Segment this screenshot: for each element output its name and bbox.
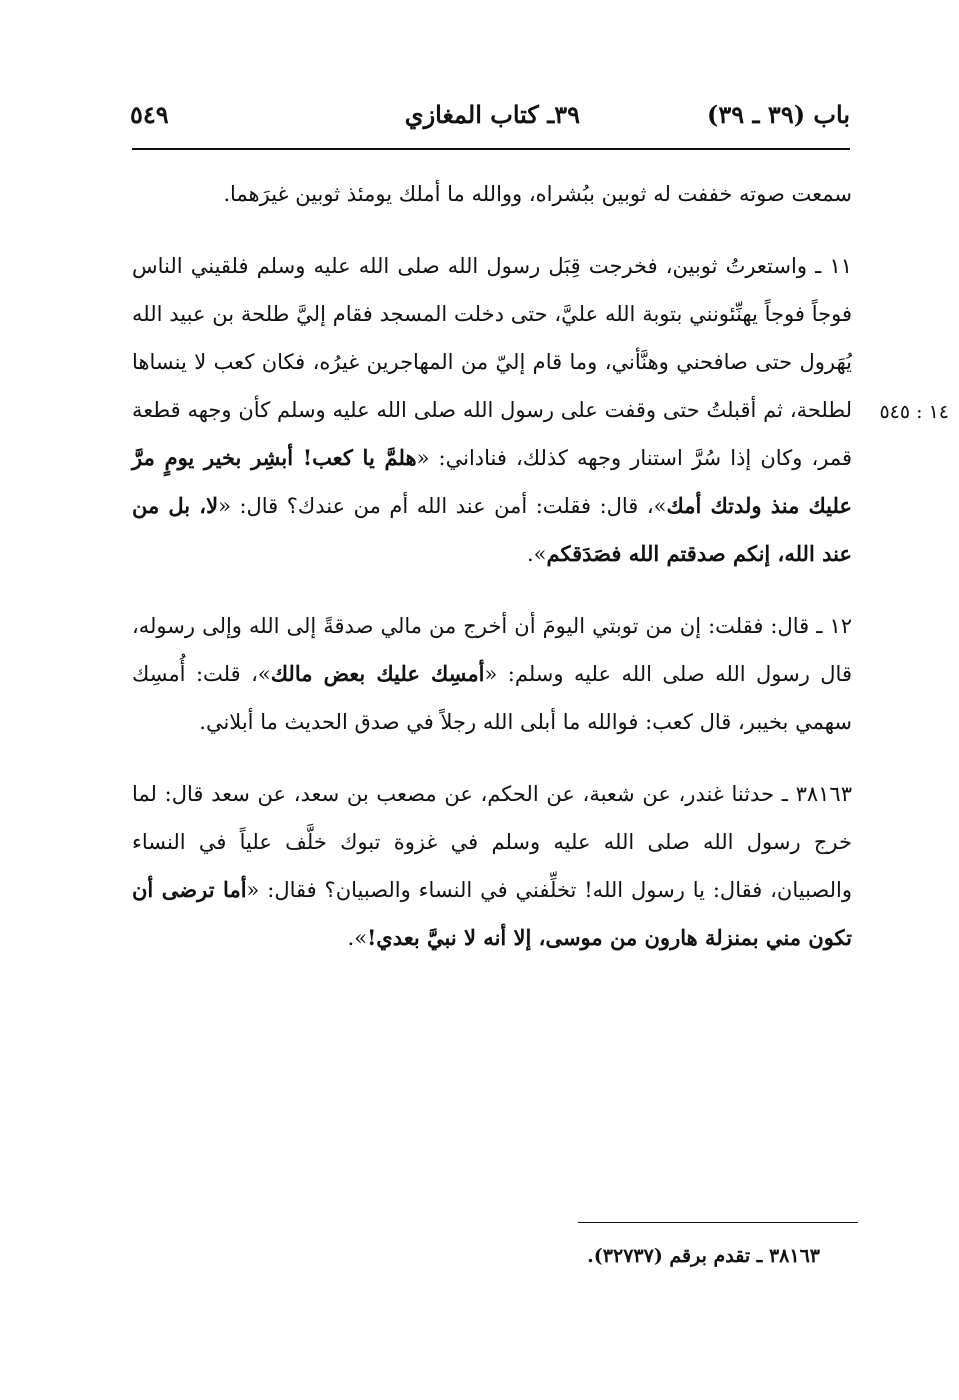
hadith-quote: أما ترضى أن تكون مني بمنزلة هارون من موسى، إلا أنه لا نبيَّ بعدي! — [132, 877, 852, 950]
footnote-divider — [578, 1222, 858, 1223]
paragraph-text: سمعت صوته خففت له ثوبين ببُشراه، ووالله ما أملك يومئذ ثوبين غيرَهما. — [223, 182, 852, 206]
paragraph-text: ». — [527, 542, 547, 566]
chapter-heading: باب (٣٩ ـ ٣٩) — [707, 100, 850, 129]
paragraph-text: ٣٨١٦٣ ـ حدثنا غندر، عن شعبة، عن الحكم، عن مصعب بن سعد، عن سعد قال: لما خرج رسول الله صلى الله عليه وسلم في غزوة تبوك خلَّف علياً في النساء والصبيان، فقال: يا رسول الله! تخلِّفني في النساء والصبيان؟ فقال: « — [132, 782, 852, 902]
hadith-quote: لا، بل من عند الله، إنكم صدقتم الله فصَدَقكم — [132, 493, 852, 566]
main-text — [132, 170, 852, 962]
hadith-quote: هلمَّ يا كعب! أبشِر بخير يومٍ مرَّ عليك منذ ولدتك أمك — [132, 445, 853, 518]
paragraph-text: ١٢ ـ قال: فقلت: إن من توبتي اليومَ أن أخرج من مالي صدقةً إلى الله وإلى رسوله، قال رسول الله صلى الله عليه وسلم: « — [132, 614, 852, 686]
footnote: ٣٨١٦٣ ـ تقدم برقم (٣٢٧٣٧). — [587, 1245, 820, 1267]
hadith-38163 — [132, 770, 852, 962]
page-number: ٥٤٩ — [130, 100, 169, 129]
paragraph-11 — [132, 242, 852, 578]
header-divider — [132, 148, 850, 150]
paragraph-text: ». — [347, 926, 368, 950]
paragraph-continuation — [132, 170, 852, 218]
paragraph-text: ١١ ـ واستعرتُ ثوبين، فخرجت قِبَل رسول الله صلى الله عليه وسلم فلقيني الناس فوجاً فوجاً يهنِّئونني بتوبة الله عليَّ، حتى دخلت المسجد فقام إليَّ طلحة بن عبيد الله يُهَرول حتى صافحني وهنَّأني، وما قام إليّ من المهاجرين غيرُه، فكان كعب لا ينساها لطلحة، ثم أقبلتُ حتى وقفت على رسول الله صلى الله عليه وسلم كأن وجهه قطعة قمر، وكان إذا سُرَّ استنار وجهه كذلك، فناداني: « — [132, 254, 852, 470]
paragraph-text: »، قال: فقلت: أمن عند الله أم من عندك؟ قال: « — [218, 494, 667, 518]
paragraph-12 — [132, 602, 852, 746]
book-title: ٣٩ـ كتاب المغازي — [404, 100, 580, 129]
paragraph-text: »، قلت: أُمسِك سهمي بخيبر، قال كعب: فوالله ما أبلى الله رجلاً في صدق الحديث ما أبلاني. — [132, 662, 852, 734]
running-header — [130, 92, 850, 142]
hadith-quote: أمسِك عليك بعض مالك — [270, 661, 485, 686]
margin-reference: ١٤ : ٥٤٥ — [879, 401, 949, 423]
